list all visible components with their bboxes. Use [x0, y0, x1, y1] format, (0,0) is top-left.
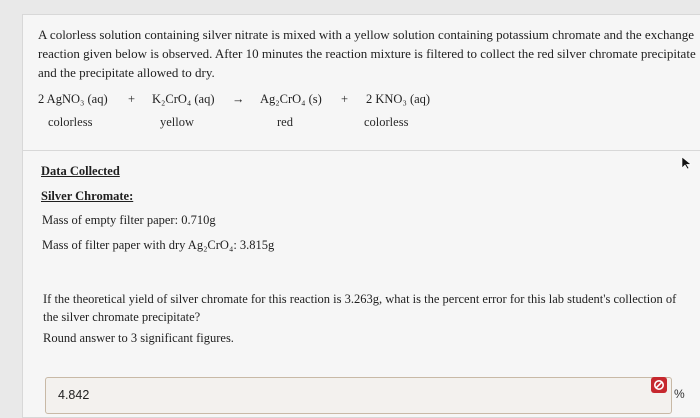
rounding-instruction: Round answer to 3 significant figures.	[43, 331, 234, 345]
plus-sign-2: +	[341, 92, 349, 106]
filter-with-precipitate-label: Mass of filter paper with dry Ag₂CrO₄:	[42, 238, 237, 252]
filter-with-precipitate-mass	[42, 238, 274, 253]
empty-filter-mass	[42, 213, 216, 228]
intro-paragraph: A colorless solution containing silver nitrate is mixed with a yellow solution containing potassium chromate and the exchange reaction given below is observed. After 10 minutes the reaction mixture is filtered to collect the red silver chromate precipitate and the precipitate allowed to dry.	[38, 27, 696, 80]
silver-chromate-subheading: Silver Chromate:	[41, 189, 134, 203]
plus-sign-1: +	[128, 92, 136, 106]
reactant-2: K₂CrO₄ (aq)	[152, 92, 215, 106]
reactant-1: 2 AgNO₃ (aq)	[38, 92, 108, 106]
color-label-product-2: colorless	[364, 115, 409, 129]
color-label-reactant-2: yellow	[160, 115, 195, 129]
percent-unit: %	[674, 387, 685, 401]
question-text: If the theoretical yield of silver chromate for this reaction is 3.263g, what is the percent error for this lab student's collection of the silver chromate precipitate?	[43, 292, 677, 324]
forbidden-icon	[653, 379, 665, 391]
empty-filter-mass-value: 0.710g	[181, 213, 216, 227]
filter-with-precipitate-value: 3.815g	[239, 238, 275, 252]
color-label-reactant-1: colorless	[48, 115, 93, 129]
answer-input[interactable]	[45, 377, 672, 414]
answer-value: 4.842	[58, 388, 90, 402]
reaction-arrow: →	[232, 92, 245, 106]
data-heading: Data Collected	[41, 164, 120, 178]
color-label-product-1: red	[277, 115, 293, 129]
incorrect-icon	[651, 377, 667, 393]
mouse-cursor-icon	[681, 156, 693, 170]
product-1: Ag₂CrO₄ (s)	[260, 92, 322, 106]
empty-filter-mass-label: Mass of empty filter paper:	[42, 213, 179, 227]
product-2: 2 KNO₃ (aq)	[366, 92, 431, 106]
